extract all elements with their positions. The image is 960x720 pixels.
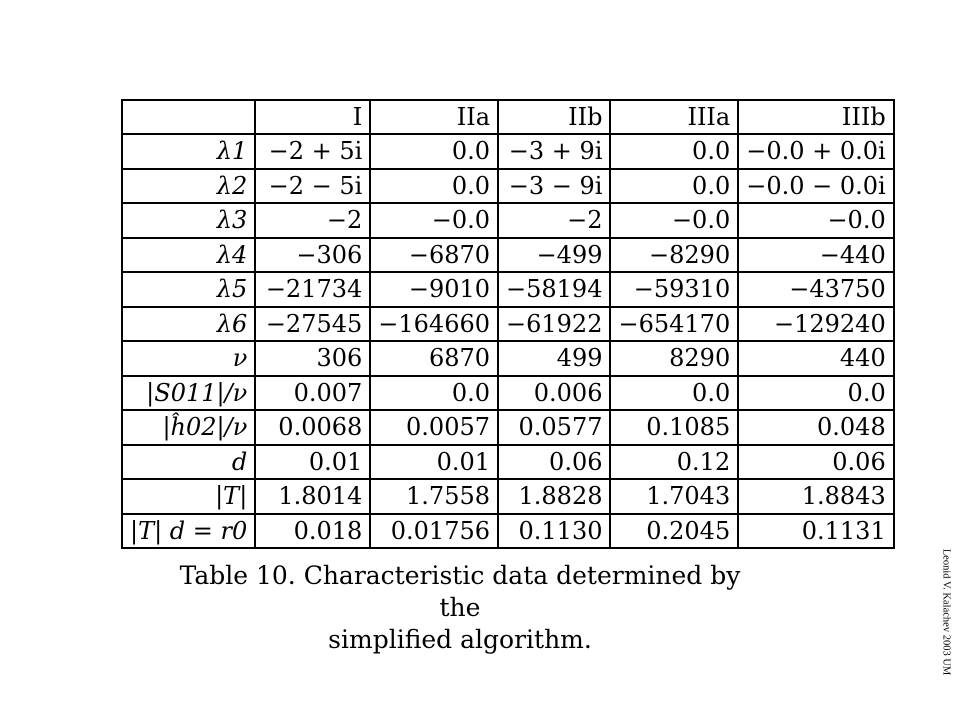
table-cell: −0.0	[738, 203, 894, 238]
table-cell: −306	[255, 238, 370, 273]
caption-line-2: simplified algorithm.	[328, 625, 592, 654]
table-row	[122, 479, 894, 514]
table-cell: 0.1130	[498, 514, 610, 549]
table-row	[122, 238, 894, 273]
table-cell: −0.0 + 0.0i	[738, 134, 894, 169]
row-label: λ4	[122, 238, 255, 273]
row-label: |T| d = r0	[122, 514, 255, 549]
row-label: λ3	[122, 203, 255, 238]
row-label: λ6	[122, 307, 255, 342]
table-row	[122, 169, 894, 204]
table-cell: 0.1085	[610, 410, 738, 445]
table-cell: −2 + 5i	[255, 134, 370, 169]
table-row	[122, 203, 894, 238]
table-cell: −61922	[498, 307, 610, 342]
header-cell	[122, 100, 255, 134]
row-label: |ĥ02|/ν	[122, 410, 255, 445]
table-cell: 306	[255, 341, 370, 376]
table-cell: 0.01756	[370, 514, 498, 549]
table-row	[122, 445, 894, 480]
table-cell: 0.1131	[738, 514, 894, 549]
table-cell: −0.0 − 0.0i	[738, 169, 894, 204]
table-cell: 1.7043	[610, 479, 738, 514]
table-cell: 0.0068	[255, 410, 370, 445]
table-cell: −58194	[498, 272, 610, 307]
table-cell: −21734	[255, 272, 370, 307]
table-row	[122, 410, 894, 445]
caption-line-1: Table 10. Characteristic data determined by the	[179, 561, 741, 622]
table-cell: 0.0577	[498, 410, 610, 445]
table-cell: −440	[738, 238, 894, 273]
table-cell: −8290	[610, 238, 738, 273]
table-cell: 1.7558	[370, 479, 498, 514]
table-cell: 0.06	[498, 445, 610, 480]
table-cell: 0.0	[610, 169, 738, 204]
header-cell: I	[255, 100, 370, 134]
table-cell: −27545	[255, 307, 370, 342]
table-cell: −9010	[370, 272, 498, 307]
table-row	[122, 376, 894, 411]
table-cell: 0.048	[738, 410, 894, 445]
table-cell: 0.0	[738, 376, 894, 411]
table-row	[122, 514, 894, 549]
row-label: |T|	[122, 479, 255, 514]
header-cell: IIb	[498, 100, 610, 134]
table-cell: 0.01	[370, 445, 498, 480]
header-cell: IIIa	[610, 100, 738, 134]
table-cell: 0.0057	[370, 410, 498, 445]
table-row	[122, 341, 894, 376]
table-row	[122, 134, 894, 169]
table-cell: 0.0	[370, 134, 498, 169]
table-cell: 1.8014	[255, 479, 370, 514]
table-cell: −59310	[610, 272, 738, 307]
table-cell: 440	[738, 341, 894, 376]
table-cell: 499	[498, 341, 610, 376]
table-caption	[160, 560, 760, 656]
table-cell: 0.0	[610, 134, 738, 169]
table-cell: 0.06	[738, 445, 894, 480]
row-label: λ2	[122, 169, 255, 204]
table-cell: −3 − 9i	[498, 169, 610, 204]
table-row	[122, 272, 894, 307]
table-cell: −2	[498, 203, 610, 238]
header-cell: IIa	[370, 100, 498, 134]
header-cell: IIIb	[738, 100, 894, 134]
table-cell: 0.018	[255, 514, 370, 549]
table-cell: 0.0	[370, 169, 498, 204]
table-cell: −129240	[738, 307, 894, 342]
row-label: d	[122, 445, 255, 480]
table-cell: −6870	[370, 238, 498, 273]
table-cell: 0.2045	[610, 514, 738, 549]
table-cell: 0.006	[498, 376, 610, 411]
table-cell: 1.8828	[498, 479, 610, 514]
table-cell: −43750	[738, 272, 894, 307]
table-cell: −654170	[610, 307, 738, 342]
table-row	[122, 307, 894, 342]
table-cell: 6870	[370, 341, 498, 376]
table-cell: −0.0	[370, 203, 498, 238]
table-cell: 0.01	[255, 445, 370, 480]
table-cell: −2	[255, 203, 370, 238]
table-cell: −0.0	[610, 203, 738, 238]
table-cell: −3 + 9i	[498, 134, 610, 169]
row-label: λ1	[122, 134, 255, 169]
table-cell: −2 − 5i	[255, 169, 370, 204]
table-cell: 0.0	[370, 376, 498, 411]
header-row	[122, 100, 894, 134]
row-label: ν	[122, 341, 255, 376]
table-cell: −164660	[370, 307, 498, 342]
author-credit: Leonid V. Kalachev 2003 UM	[940, 548, 952, 676]
table-cell: 0.0	[610, 376, 738, 411]
table-cell: 0.12	[610, 445, 738, 480]
table-cell: 8290	[610, 341, 738, 376]
table-cell: 0.007	[255, 376, 370, 411]
row-label: λ5	[122, 272, 255, 307]
table-cell: 1.8843	[738, 479, 894, 514]
table-cell: −499	[498, 238, 610, 273]
characteristic-data-table	[121, 99, 895, 549]
row-label: |S011|/ν	[122, 376, 255, 411]
